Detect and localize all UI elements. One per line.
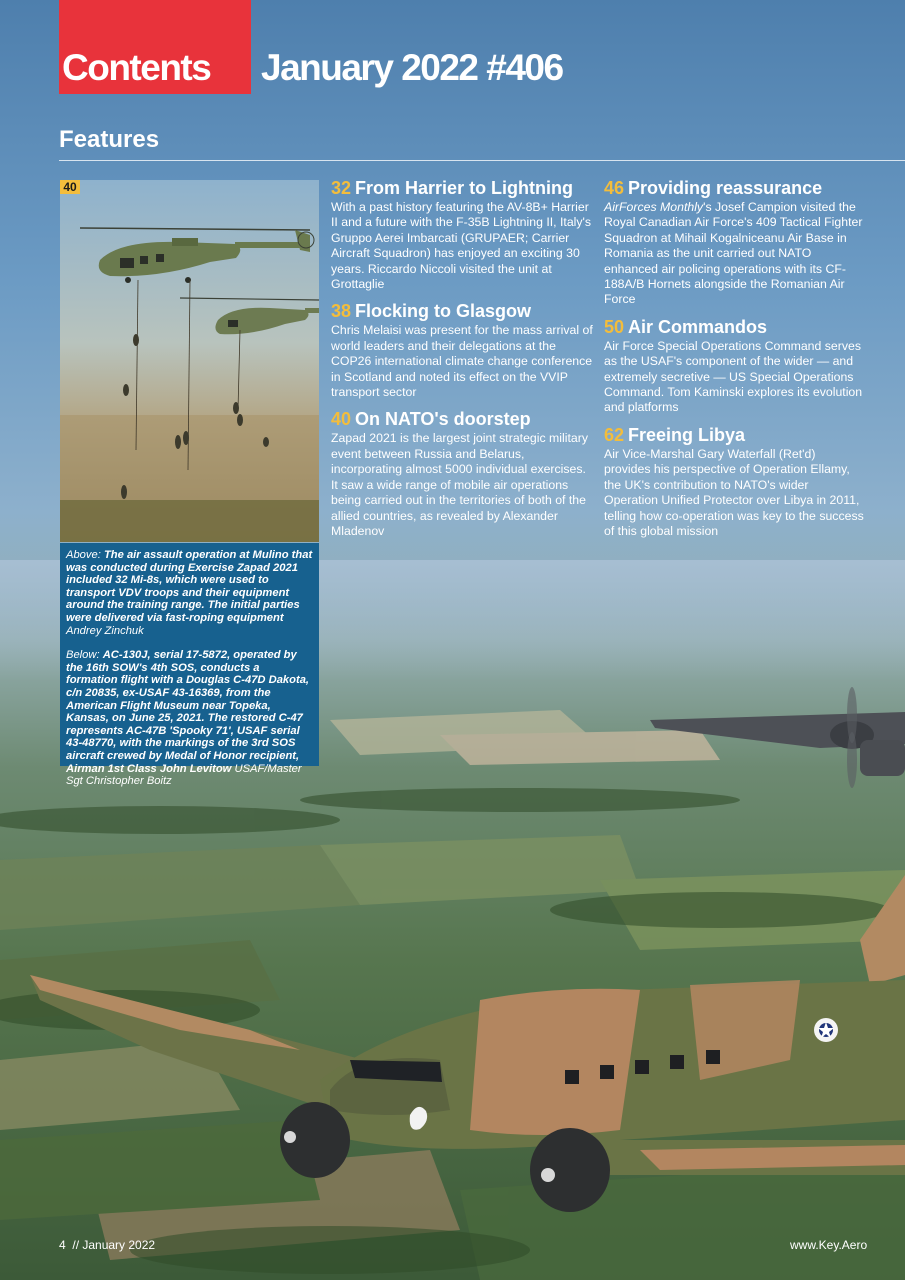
article-summary: With a past history featuring the AV-8B+ Harrier II and a future with the F-35B Lightning II, Italy's Gruppo Aerei Imbarcati (GRUPAER; Carrier Aircraft Squadron) has enjoyed an exciting 30 years. Riccardo Niccoli visited the unit at Grottaglie xyxy=(331,200,592,292)
features-heading: Features xyxy=(59,126,160,153)
article-page-number: 40 xyxy=(331,409,352,430)
contents-label: Contents xyxy=(62,47,211,88)
page-folio xyxy=(59,1238,155,1252)
features-divider xyxy=(59,160,905,161)
article-entry[interactable] xyxy=(331,177,593,292)
article-summary xyxy=(604,200,864,308)
article-page-number: 46 xyxy=(604,178,625,198)
article-summary: Chris Melaisi was present for the mass arrival of world leaders and their delegations at the COP26 international climate change conference in Scotland and noted its effect on the VVIP transport sector xyxy=(331,323,593,400)
caption-below-label: Below: xyxy=(66,649,100,662)
article-title: Air Commandos xyxy=(628,316,768,337)
article-entry[interactable] xyxy=(604,316,864,416)
article-title: Providing reassurance xyxy=(628,178,823,198)
article-heading xyxy=(331,300,593,322)
caption-above-label: Above: xyxy=(66,549,101,561)
caption-below-text: AC-130J, serial 17-5872, operated by the 16th SOW's 4th SOS, conducts a formation flight with a Douglas C-47D Dakota, c/n 20835, ex-USAF 43-16369, from the American Flight Museum near Topeka, Kansas, on June 25, 2021. The restored C-47 represents AC-47B 'Spooky 71', USAF serial 43-48770, with the markings of the 3rd SOS aircraft crewed by Medal of Honor recipient, Airman 1st Class John Levitow xyxy=(66,649,310,775)
article-heading xyxy=(604,316,864,338)
article-page-number: 38 xyxy=(331,301,352,322)
article-page-number: 50 xyxy=(604,316,625,337)
magazine-name: AirForces Monthly xyxy=(604,200,704,214)
article-entry[interactable] xyxy=(604,177,864,308)
article-entry[interactable] xyxy=(604,424,864,539)
caption-below-credit: USAF/Master Sgt Christopher Boitz xyxy=(66,762,302,788)
article-heading xyxy=(604,424,864,446)
caption-below xyxy=(66,649,313,788)
website-link[interactable]: www.Key.Aero xyxy=(790,1238,868,1252)
article-summary: Air Vice-Marshal Gary Waterfall (Ret'd) provides his perspective of Operation Ellamy, the UK's contribution to NATO's wider Operation Unified Protector over Libya in 2011, telling how co-operation was key to the success of this global mission xyxy=(604,446,864,538)
article-title: Flocking to Glasgow xyxy=(355,301,532,322)
article-entry[interactable] xyxy=(331,300,593,400)
article-page-number: 62 xyxy=(604,424,625,445)
caption-above-text: The air assault operation at Mulino that was conducted during Exercise Zapad 2021 included 32 Mi-8s, which were used to transport VDV troops and their equipment around the training range. The initial parties were delivered via fast-roping equipment xyxy=(66,549,313,624)
article-summary: Air Force Special Operations Command serves as the USAF's component of the wider — and extremely secretive — US Special Operations Command. Tom Kaminski explores its evolution and platforms xyxy=(604,338,863,415)
helicopter-photo xyxy=(60,180,319,542)
article-heading xyxy=(331,177,593,199)
issue-title: January 2022 #406 xyxy=(261,47,563,88)
photo-caption-box xyxy=(60,543,319,788)
page-number: 4 xyxy=(59,1238,66,1252)
article-heading xyxy=(331,408,593,430)
article-summary: Zapad 2021 is the largest joint strategic military event between Russia and Belarus, incorporating almost 5000 individual exercises. It saw a wide range of mobile air operations being carried out in the territories of both of the allied countries, as revealed by Alexander Mladenov xyxy=(331,431,588,538)
caption-above xyxy=(66,549,313,637)
article-title: From Harrier to Lightning xyxy=(355,178,574,198)
article-page-number: 32 xyxy=(331,178,352,198)
articles-column-1 xyxy=(331,177,593,547)
article-heading xyxy=(604,177,864,199)
photo-page-badge: 40 xyxy=(60,180,80,194)
caption-above-credit: Andrey Zinchuk xyxy=(66,624,144,637)
article-title: On NATO's doorstep xyxy=(355,409,531,430)
article-entry[interactable] xyxy=(331,408,593,539)
folio-issue: // January 2022 xyxy=(72,1238,156,1252)
article-title: Freeing Libya xyxy=(628,424,746,445)
articles-column-2 xyxy=(604,177,864,547)
article-summary-text: 's Josef Campion visited the Royal Canadian Air Force's 409 Tactical Fighter Squadron at Mihail Kogalniceanu Air Base in Romania as the unit carried out NATO enhanced air policing operations with its CF-188A/B Hornets alongside the Romanian Air Force xyxy=(604,200,863,307)
